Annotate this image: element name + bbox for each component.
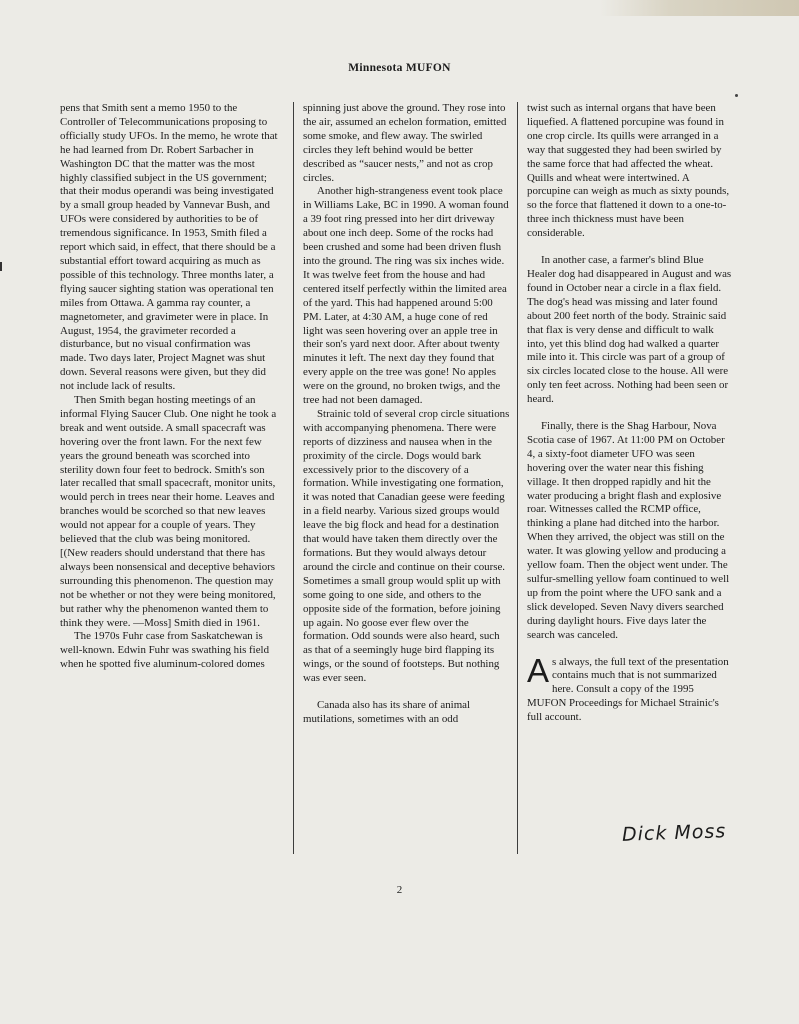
scan-edge-mark (0, 262, 2, 271)
article-column-3 (527, 102, 735, 725)
paragraph: twist such as internal organs that have been liquefied. A flattened porcupine was found in one crop circle. Its quills were arranged in a way that suggested they had been swirled by the same force that had affected the wheat. Quills and wheat were intertwined. A porcupine can weigh as much as sixty pounds, so the force that flattened it down to a one-to-three inch thickness must have been considerable. (527, 102, 730, 240)
closing-note-text: s always, the full text of the presentation contains much that is not summarized here. Consult a copy of the 1995 MUFON Proceedings for Michael Strainic's full account. (527, 655, 729, 724)
paragraph: pens that Smith sent a memo 1950 to the Controller of Telecommunications proposing to officially study UFOs. In the memo, he wrote that he had learned from Dr. Robert Sarbacher in Washington DC that the matter was the most highly classified subject in the US government; that their modus operandi was being investigated by a small group headed by Vannevar Bush, and UFOs were considered by authorities to be of tremendous significance. In 1953, Smith filed a report which said, in effect, that there should be a substantial effort toward acquiring as much as possible of this technology. Three months later, a flying saucer sighting station was operational ten miles from Ottawa. A gamma ray counter, a magnetometer, and gravimeter were in place. In August, 1954, the gravimeter recorded a disturbance, but no visual confirmation was made. Two days later, Project Magnet was shut down. Several reasons were given, but they did not include lack of results. (60, 102, 278, 393)
column-divider (517, 102, 518, 854)
scan-speck (735, 94, 738, 97)
article-column-1 (60, 102, 278, 672)
newsletter-header: Minnesota MUFON (348, 62, 451, 74)
column-divider (293, 102, 294, 854)
paragraph: Finally, there is the Shag Harbour, Nova Scotia case of 1967. At 11:00 PM on October 4, a sixty-foot diameter UFO was seen hovering over the water near this fishing village. It then dropped rapidly and hit the water producing a bright flash and explosive roar. Witnesses called the RCMP office, thinking a plane had ditched into the harbor. When they arrived, the object was still on the water. It was glowing yellow and producing a yellow foam. Then the object went under. The sulfur-smelling yellow foam continued to well up from the point where the UFO sank and a slick developed. Seven Navy divers searched during daylight hours. Five days later the search was canceled. (527, 420, 730, 641)
paragraph: spinning just above the ground. They rose into the air, assumed an echelon formation, emitted some smoke, and flew away. The swirled circles they left behind would be better described as “saucer nests,” and not as crop circles. (303, 102, 507, 184)
drop-cap: A (527, 651, 550, 689)
page-number: 2 (396, 884, 403, 896)
article-column-2 (303, 102, 510, 727)
author-signature: Dick Moss (621, 820, 727, 846)
paragraph: Another high-strangeness event took place in Williams Lake, BC in 1990. A woman found a 39 foot ring pressed into her dirt driveway about one inch deep. Some of the rocks had been crushed and some had been driven flush into the ground. The ring was six inches wide. It was twelve feet from the house and had centered itself perfectly within the limited area of the yard. This had happened around 5:00 PM. Later, at 4:30 AM, a huge cone of red light was seen hovering over an apple tree in their son's yard next door. After about twenty minutes it left. The next day they found that every apple on the tree was gone! No apples were on the ground, no broken twigs, and the tree had not been damaged. (303, 185, 509, 407)
paragraph: The 1970s Fuhr case from Saskatchewan is well-known. Edwin Fuhr was swathing his field when he spotted five aluminum-colored domes (60, 630, 270, 671)
paragraph: Strainic told of several crop circle situations with accompanying phenomena. There were reports of dizziness and nausea when in the proximity of the circle. Dogs would bark excessively prior to the discovery of a formation. While investigating one formation, it was noted that Canadian geese were feeding in a field nearby. Various sized groups would leave the big flock and head for a destination that would have taken them directly over the formations. But they would always detour around the circle and continue on their course. Sometimes a small group would split up with some going to one side, and others to the opposite side of the formation, before joining up again. No goose ever flew over the formation. Odd sounds were also heard, such as that of a seemingly huge bird flapping its wings, or the sound of footsteps. But nothing was ever seen. (303, 407, 510, 685)
paragraph: Then Smith began hosting meetings of an informal Flying Saucer Club. One night he took a break and went outside. A small spacecraft was hovering over the front lawn. For the next few years the ground beneath was scorched into sterility down four feet to bedrock. Smith's son later recalled that small spacecraft, monitor units, would perch in trees near their home. Leaves and branches would be scorched so that new leaves would not appear for a couple of years. They believed that the club was being monitored. [(New readers should understand that there has always been nonsensical and deceptive behaviors surrounding this phenomenon. The question may not be whether or not they were being monitored, but rather why the phenomenon wanted them to think they were. —Moss] Smith died in 1961. (60, 394, 277, 629)
paragraph: Canada also has its share of animal mutilations, sometimes with an odd (303, 699, 471, 725)
closing-note (527, 651, 735, 726)
scan-edge-discoloration (600, 0, 799, 16)
paragraph: In another case, a farmer's blind Blue Healer dog had disappeared in August and was found in October near a circle in a flax field. The dog's head was missing and later found about 200 feet north of the body. Strainic said that flax is very dense and difficult to walk into, yet this blind dog had walked a quarter mile into it. This circle was part of a group of six circles located close to the house. All were only ten feet across. Nothing had been seen or heard. (527, 254, 732, 406)
